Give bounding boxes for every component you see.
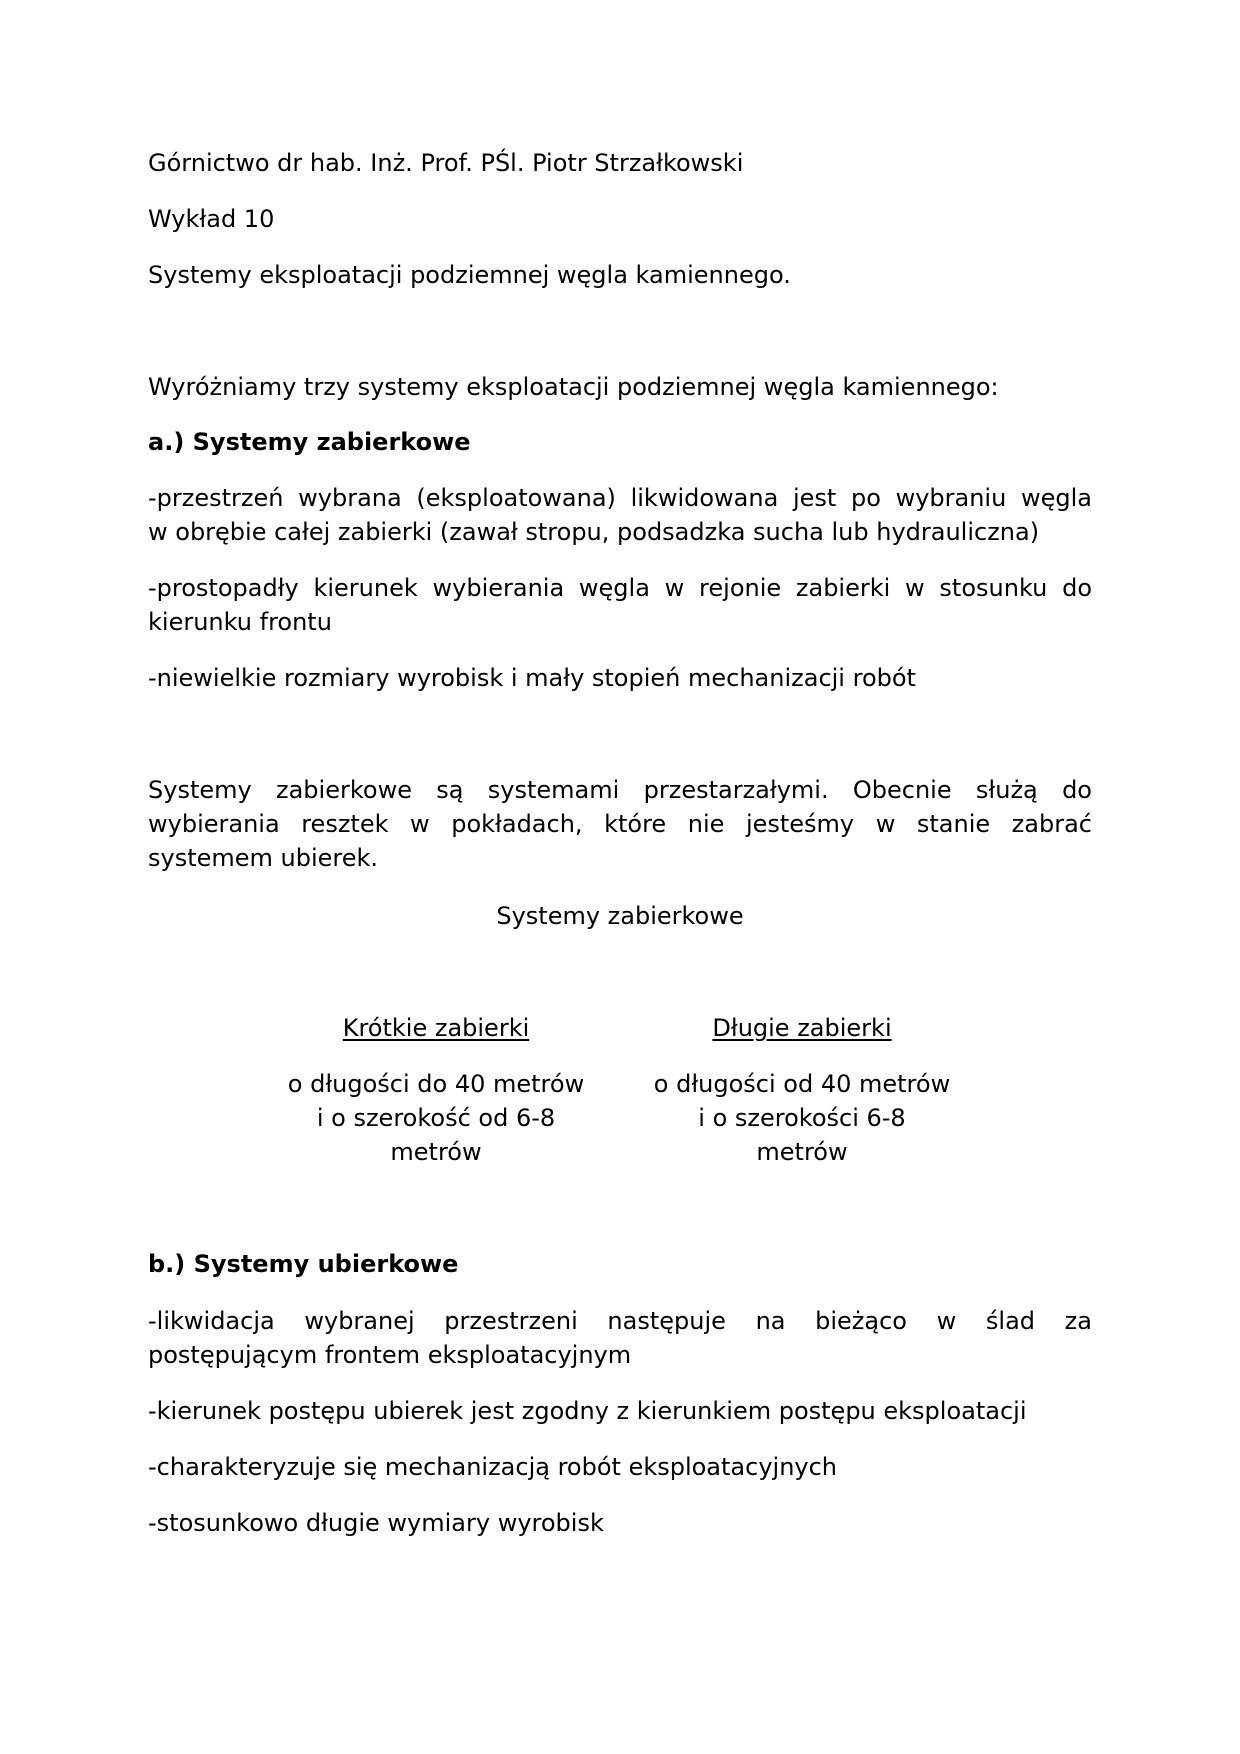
document-title: Górnictwo dr hab. Inż. Prof. PŚl. Piotr Strzałkowski [148, 149, 744, 177]
section-a-bullet-2-line-1: -prostopadły kierunek wybierania węgla w rejonie zabierki w stosunku do [148, 574, 1092, 602]
diagram-right-column [642, 1011, 962, 1169]
long-zabierki-line-2: i o szerokości 6-8 [698, 1104, 906, 1132]
section-b-bullet-1-line-2: postępującym frontem eksploatacyjnym [148, 1341, 632, 1369]
diagram-title: Systemy zabierkowe [496, 902, 744, 930]
long-zabierki-title: Długie zabierki [712, 1014, 892, 1042]
section-b-bullet-4: -stosunkowo długie wymiary wyrobisk [148, 1509, 604, 1537]
diagram-left-column [276, 1011, 596, 1169]
short-zabierki-title: Krótkie zabierki [342, 1014, 530, 1042]
long-zabierki-line-3: metrów [756, 1138, 848, 1166]
long-zabierki-line-1: o długości od 40 metrów [653, 1070, 951, 1098]
short-zabierki-line-1: o długości do 40 metrów [287, 1070, 585, 1098]
section-a-bullet-3: -niewielkie rozmiary wyrobisk i mały stopień mechanizacji robót [148, 664, 916, 692]
intro-text: Wyróżniamy trzy systemy eksploatacji podziemnej węgla kamiennego: [148, 373, 999, 401]
section-a-paragraph-line-3: systemem ubierek. [148, 844, 379, 872]
section-a-heading: a.) Systemy zabierkowe [148, 428, 471, 456]
section-b-bullet-1-line-1: -likwidacja wybranej przestrzeni następuje na bieżąco w ślad za [148, 1307, 1092, 1335]
section-a-paragraph-line-2: wybierania resztek w pokładach, które nie jesteśmy w stanie zabrać [148, 810, 1092, 838]
section-a-bullet-1-line-1: -przestrzeń wybrana (eksploatowana) likwidowana jest po wybraniu węgla [148, 484, 1092, 512]
section-a-bullet-2-line-2: kierunku frontu [148, 608, 332, 636]
short-zabierki-line-3: metrów [390, 1138, 482, 1166]
section-a-paragraph-line-1: Systemy zabierkowe są systemami przestarzałymi. Obecnie służą do [148, 776, 1092, 804]
section-a-bullet-1-line-2: w obrębie całej zabierki (zawał stropu, podsadzka sucha lub hydrauliczna) [148, 518, 1040, 546]
section-b-heading: b.) Systemy ubierkowe [148, 1250, 459, 1278]
section-b-bullet-2: -kierunek postępu ubierek jest zgodny z kierunkiem postępu eksploatacji [148, 1397, 1027, 1425]
section-b-bullet-3: -charakteryzuje się mechanizacją robót eksploatacyjnych [148, 1453, 838, 1481]
short-zabierki-line-2: i o szerokość od 6-8 [316, 1104, 556, 1132]
lecture-topic: Systemy eksploatacji podziemnej węgla kamiennego. [148, 261, 791, 289]
lecture-number: Wykład 10 [148, 205, 275, 233]
